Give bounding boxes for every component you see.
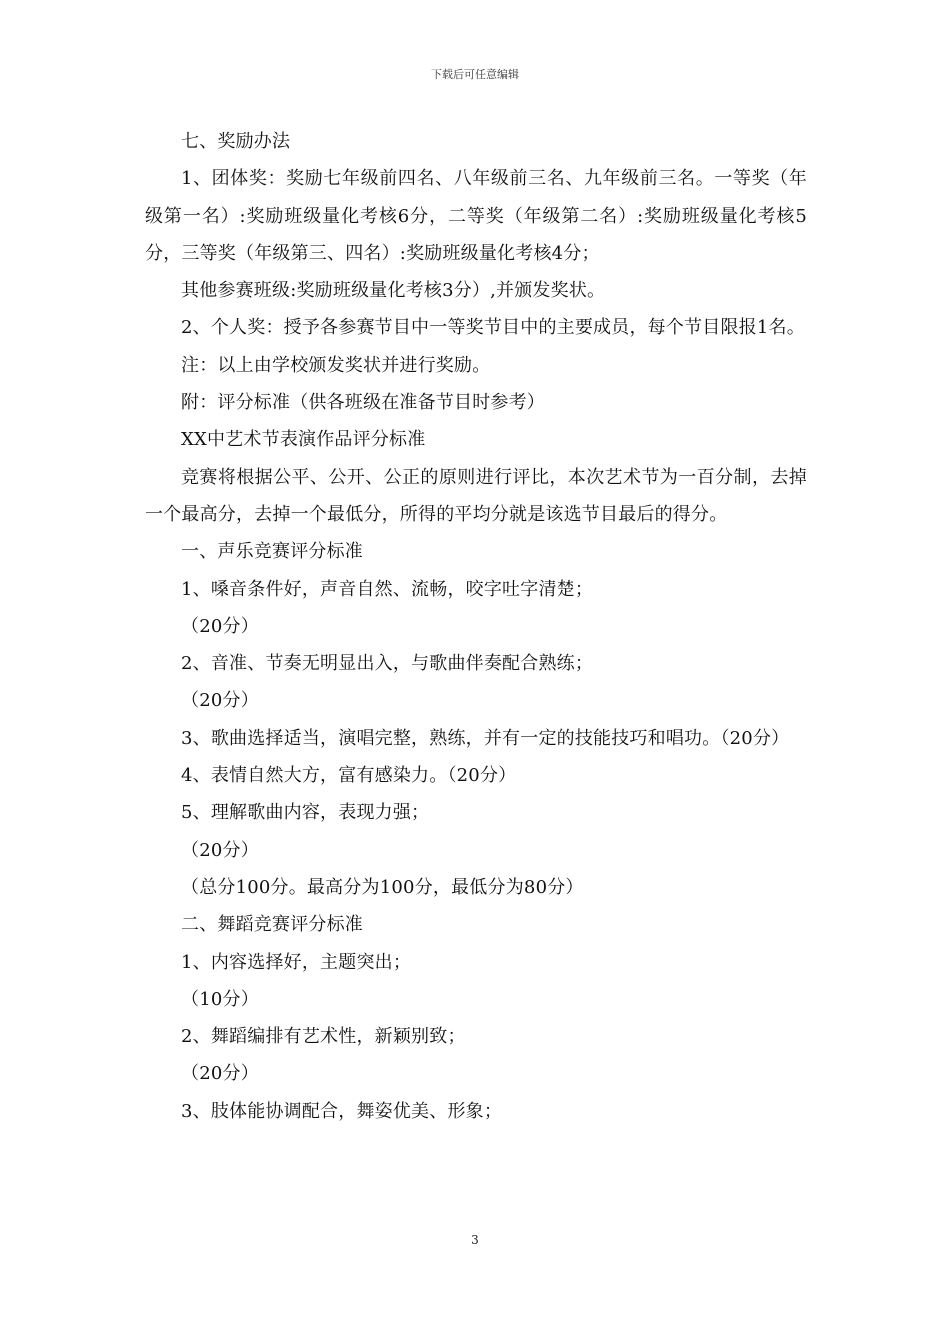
paragraph-team-award: 1、团体奖：奖励七年级前四名、八年级前三名、九年级前三名。一等奖（年级第一名）:奖励班级量化考核6分，二等奖（年级第二名）:奖励班级量化考核5分，三等奖（年级第三、四名）:奖励班级量化考核4分；: [145, 168, 807, 264]
score-note: （20分）: [181, 690, 259, 712]
paragraph-other-classes: 其他参赛班级:奖励班级量化考核3分）,并颁发奖状。: [181, 280, 606, 302]
list-item: 2、音准、节奏无明显出入，与歌曲伴奏配合熟练；: [181, 653, 594, 675]
page-number: 3: [471, 1233, 479, 1247]
total-score-note: （总分100分。最高分为100分，最低分为80分）: [181, 876, 584, 898]
list-item: 3、肢体能协调配合，舞姿优美、形象；: [181, 1100, 503, 1122]
list-item: 2、舞蹈编排有艺术性，新颖别致；: [181, 1026, 466, 1048]
score-note: （10分）: [181, 988, 259, 1010]
paragraph-appendix: 附：评分标准（供各班级在准备节目时参考）: [181, 392, 545, 414]
section-heading-rewards: 七、奖励办法: [181, 131, 291, 152]
score-note: （20分）: [181, 839, 259, 861]
paragraph-note: 注：以上由学校颁发奖状并进行奖励。: [181, 354, 491, 376]
paragraph-individual-award: 2、个人奖：授予各参赛节目中一等奖节目中的主要成员，每个节目限报1名。: [181, 317, 805, 339]
document-body: [145, 123, 807, 1130]
section-heading-vocal: 一、声乐竞赛评分标准: [181, 541, 363, 563]
section-heading-dance: 二、舞蹈竞赛评分标准: [181, 914, 363, 936]
list-item: 4、表情自然大方，富有感染力。（20分）: [181, 765, 517, 787]
list-item: 1、嗓音条件好，声音自然、流畅，咬字吐字清楚；: [181, 578, 594, 600]
score-note: （20分）: [181, 1063, 259, 1085]
score-note: （20分）: [181, 615, 259, 637]
list-item: 1、内容选择好，主题突出；: [181, 951, 412, 973]
page-header: 下载后可任意编辑: [431, 68, 519, 81]
list-item: 3、歌曲选择适当，演唱完整，熟练，并有一定的技能技巧和唱功。（20分）: [181, 727, 790, 749]
list-item: 5、理解歌曲内容，表现力强；: [181, 802, 430, 824]
document-subtitle: XX中艺术节表演作品评分标准: [181, 429, 426, 451]
paragraph-competition-rules: 竞赛将根据公平、公开、公正的原则进行评比，本次艺术节为一百分制，去掉一个最高分，去掉一个最低分，所得的平均分就是该选节目最后的得分。: [145, 466, 807, 525]
